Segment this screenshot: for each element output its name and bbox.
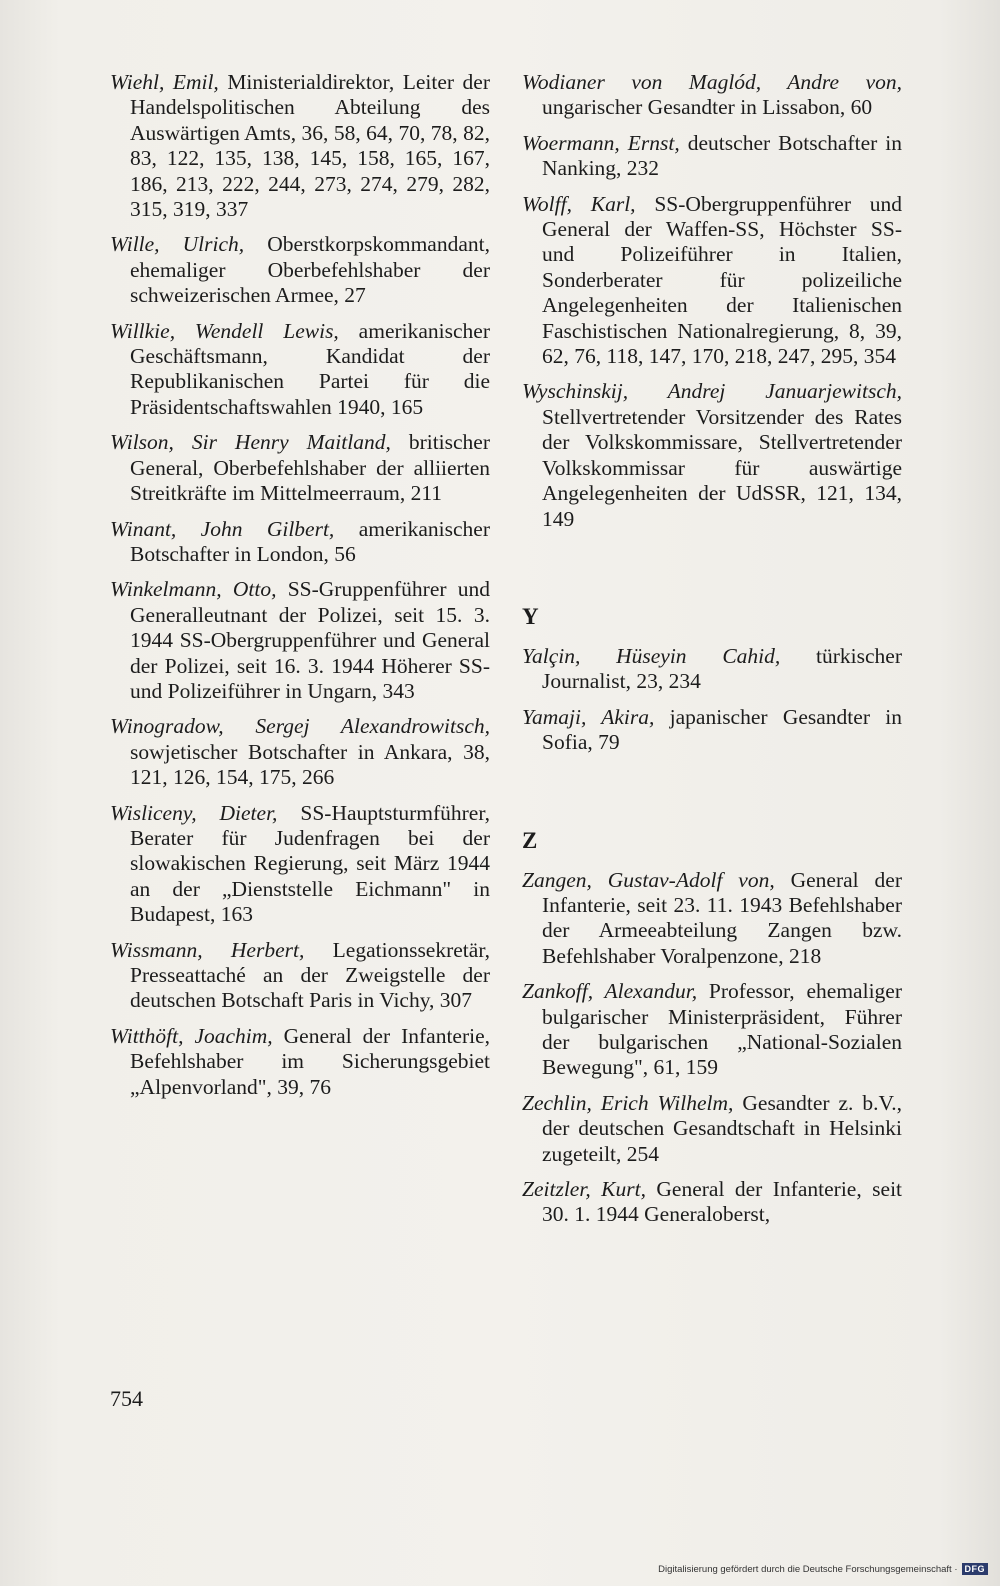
entry-name: Wisliceny, Dieter, bbox=[110, 800, 278, 825]
entry-text: Gesandter z. b.V., der deutschen Gesandtschaft in Helsinki zugeteilt, 254 bbox=[542, 1090, 903, 1166]
entry-text: General der Infanterie, seit 30. 1. 1944 Generaloberst, bbox=[542, 1177, 903, 1227]
entry-name: Winkelmann, Otto, bbox=[110, 577, 277, 602]
entry-text: japanischer Gesandter in Sofia, 79 bbox=[542, 704, 902, 755]
entry-name: Zangen, Gustav-Adolf von, bbox=[522, 867, 775, 892]
index-entry bbox=[110, 1024, 490, 1100]
dfg-logo: DFG bbox=[962, 1563, 989, 1575]
index-entry bbox=[522, 705, 902, 756]
entry-text: Ministerialdirektor, Leiter der Handelspolitischen Abteilung des Auswärtigen Amts, 36, 58, 64, 70, 78, 82, 83, 122, 135, 138, 145, 158, 165, 167, 186, 213, 222, 244, 273, 274, 279, 282, 315, 319, 337 bbox=[130, 70, 490, 222]
entry-text: SS-Obergruppenführer und General der Waffen-SS, Höchster SS- und Polizeiführer in Italien, Sonderberater für polizeiliche Angelegenheiten der Italienischen Faschistischen Nationalregierung, 8, 39, 62, 76, 118, 147, 170, 218, 247, 295, 354 bbox=[542, 191, 903, 369]
index-entry bbox=[522, 644, 902, 695]
entry-name: Woermann, Ernst, bbox=[522, 130, 680, 155]
entry-name: Willkie, Wendell Lewis, bbox=[110, 318, 339, 343]
entry-name: Wissmann, Herbert, bbox=[110, 937, 305, 962]
index-entry bbox=[110, 70, 490, 222]
entry-name: Wilson, Sir Henry Maitland, bbox=[110, 430, 391, 455]
entry-name: Winant, John Gilbert, bbox=[110, 516, 335, 541]
entry-text: ungarischer Gesandter in Lissabon, 60 bbox=[542, 95, 873, 120]
entry-text: General der Infanterie, seit 23. 11. 1943 Befehlshaber der Armeeabteilung Zangen bzw. Befehlshaber Voralpenzone, 218 bbox=[542, 867, 902, 968]
index-entry bbox=[522, 868, 902, 970]
entry-name: Wyschinskij, Andrej Januarjewitsch, bbox=[522, 379, 902, 404]
section-letter-z: Z bbox=[522, 827, 538, 853]
index-entry bbox=[110, 517, 490, 568]
index-entry bbox=[110, 577, 490, 704]
section-spacer bbox=[522, 766, 902, 828]
entry-text: Professor, ehemaliger bulgarischer Ministerpräsident, Führer der bulgarischen „National-Sozialen Bewegung", 61, 159 bbox=[542, 979, 902, 1080]
entry-name: Witthöft, Joachim, bbox=[110, 1023, 273, 1048]
entry-name: Wiehl, Emil, bbox=[110, 70, 219, 94]
page-number: 754 bbox=[110, 1386, 143, 1411]
index-entry bbox=[522, 979, 902, 1081]
entry-text: SS-Hauptsturmführer, Berater für Judenfragen bei der slowakischen Regierung, seit März 1944 an der „Dienststelle Eichmann" in Budapest, 163 bbox=[130, 800, 491, 927]
digitization-footer bbox=[658, 1560, 988, 1578]
entry-name: Wille, Ulrich, bbox=[110, 232, 245, 257]
entry-text: sowjetischer Botschafter in Ankara, 38, 121, 126, 154, 175, 266 bbox=[130, 739, 490, 790]
index-entry bbox=[522, 131, 902, 182]
index-entry bbox=[522, 1177, 902, 1228]
entry-text: SS-Gruppenführer und Generalleutnant der Polizei, seit 15. 3. 1944 SS-Obergruppenführer und General der Polizei, seit 16. 3. 1944 Höherer SS- und Polizeiführer in Ungarn, 343 bbox=[130, 577, 490, 703]
index-entry bbox=[110, 801, 490, 928]
index-entry bbox=[522, 1091, 902, 1167]
entry-name: Yamaji, Akira, bbox=[522, 704, 655, 729]
entry-text: britischer General, Oberbefehlshaber der alliierten Streitkräfte im Mittelmeerraum, 211 bbox=[130, 430, 491, 506]
left-column bbox=[110, 70, 490, 1110]
right-column bbox=[522, 70, 902, 1238]
index-entry bbox=[110, 938, 490, 1014]
entry-text: General der Infanterie, Befehlshaber im Sicherungsgebiet „Alpenvorland", 39, 76 bbox=[130, 1023, 491, 1099]
entry-name: Zechlin, Erich Wilhelm, bbox=[522, 1090, 734, 1115]
entry-text: Legationssekretär, Presseattaché an der Zweigstelle der deutschen Botschaft Paris in Vichy, 307 bbox=[130, 937, 490, 1013]
footer-text: Digitalisierung gefördert durch die Deutsche Forschungsgemeinschaft · bbox=[658, 1563, 958, 1575]
index-entry bbox=[110, 319, 490, 421]
index-entry bbox=[110, 430, 490, 506]
entry-name: Zankoff, Alexandur, bbox=[522, 979, 698, 1004]
entry-name: Wodianer von Maglód, Andre von, bbox=[522, 70, 902, 94]
entry-text: Oberstkorpskommandant, ehemaliger Oberbefehlshaber der schweizerischen Armee, 27 bbox=[130, 232, 490, 308]
index-entry bbox=[522, 70, 902, 121]
entry-name: Zeitzler, Kurt, bbox=[522, 1177, 646, 1201]
entry-text: amerikanischer Botschafter in London, 56 bbox=[130, 516, 491, 566]
entry-name: Yalçin, Hüseyin Cahid, bbox=[522, 643, 781, 668]
entry-text: amerikanischer Geschäftsmann, Kandidat der Republikanischen Partei für die Präsidentschaftswahlen 1940, 165 bbox=[130, 318, 490, 419]
index-entry bbox=[522, 379, 902, 531]
entry-name: Winogradow, Sergej Alexandrowitsch, bbox=[110, 714, 490, 739]
section-spacer bbox=[522, 542, 902, 604]
entry-text: türkischer Journalist, 23, 234 bbox=[542, 643, 902, 694]
entry-name: Wolff, Karl, bbox=[522, 191, 636, 216]
index-entry bbox=[522, 192, 902, 370]
index-entry bbox=[110, 714, 490, 790]
entry-text: deutscher Botschafter in Nanking, 232 bbox=[542, 130, 903, 181]
entry-text: Stellvertretender Vorsitzender des Rates der Volkskommissare, Stellvertretender Volkskommissar für auswärtige Angelegenheiten der UdSSR, 121, 134, 149 bbox=[542, 404, 902, 531]
index-entry bbox=[110, 232, 490, 308]
section-letter-y: Y bbox=[522, 603, 539, 629]
